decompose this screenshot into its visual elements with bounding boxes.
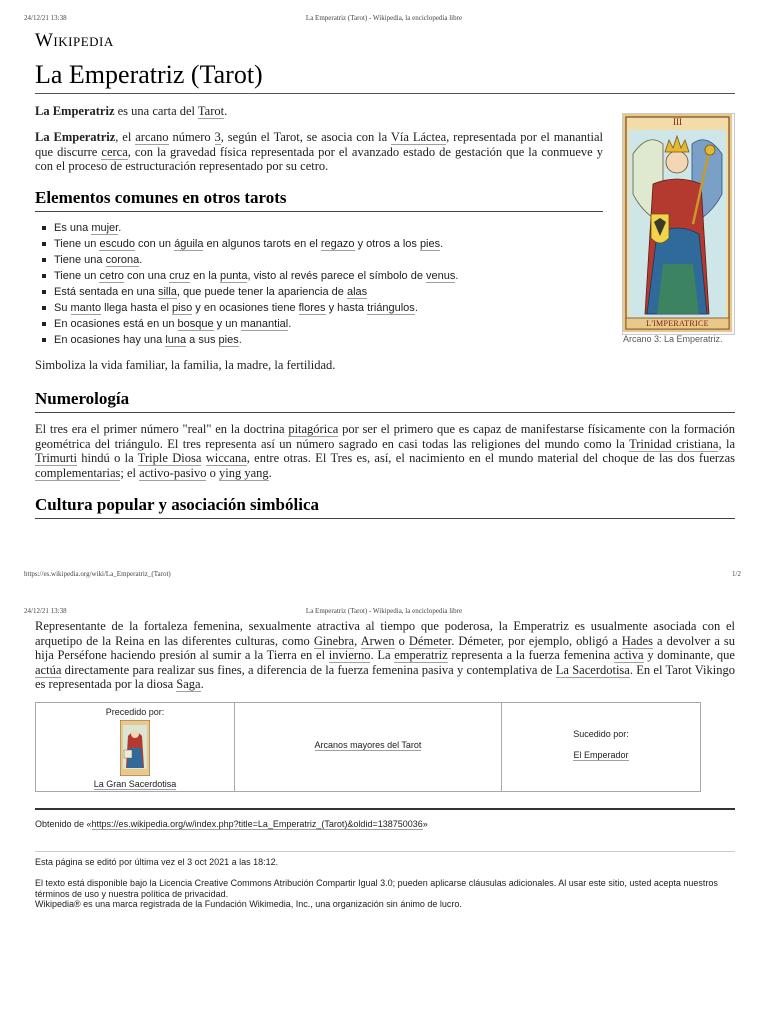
article-link[interactable]: emperatriz — [394, 648, 448, 662]
obtained-from — [35, 819, 428, 829]
section-heading-cultura: Cultura popular y asociación simbólica — [35, 495, 319, 514]
page-title: La Emperatriz (Tarot) — [35, 60, 263, 89]
article-link[interactable]: Vía Láctea — [390, 130, 447, 144]
symbolize-paragraph: Simboliza la vida familiar, la familia, la madre, la fertilidad. — [35, 358, 336, 372]
text-run: o — [394, 633, 409, 648]
text-run: a sus — [186, 334, 219, 346]
section-rule — [35, 412, 735, 413]
article-link[interactable]: 3 — [214, 130, 221, 144]
article-link[interactable]: triángulos — [367, 302, 415, 314]
article-link[interactable]: mujer — [91, 222, 119, 234]
article-link[interactable]: piso — [172, 302, 193, 314]
text-run: . — [224, 104, 228, 118]
article-link[interactable]: bosque — [177, 318, 214, 330]
wikipedia-wordmark[interactable] — [35, 30, 114, 52]
article-link[interactable]: actúa — [35, 662, 62, 677]
title-rule — [35, 93, 735, 94]
section-rule — [35, 211, 603, 212]
print-datetime: 24/12/21 13:38 — [24, 607, 67, 615]
article-link[interactable]: Hades — [621, 633, 653, 648]
license-text: El texto está disponible bajo la Licencia Creative Commons Atribución Compartir Igual 3.0; pueden aplicarse cláusulas adicionales. Al usar este sitio, usted acepta nuestros términos de uso y nuestra política de privacidad. — [35, 878, 718, 899]
text-run: , el — [115, 130, 136, 144]
priestess-card-thumbnail[interactable] — [120, 720, 150, 776]
article-link[interactable]: activa — [613, 648, 644, 662]
article-link[interactable]: luna — [165, 334, 187, 346]
text-run: y en ocasiones tiene — [192, 302, 299, 314]
text-run: En ocasiones está en un — [54, 318, 178, 330]
text-run: En ocasiones hay una — [54, 334, 166, 346]
article-link[interactable]: Arwen — [360, 633, 395, 648]
article-link[interactable]: wiccana — [205, 451, 247, 465]
print-page-title: La Emperatriz (Tarot) - Wikipedia, la enciclopedia libre — [305, 14, 463, 22]
article-link[interactable]: cruz — [169, 270, 190, 282]
text-run: con una — [123, 270, 170, 282]
text-run: Su — [54, 302, 71, 314]
list-item — [35, 268, 605, 284]
list-item — [35, 236, 605, 252]
text-run: y dominante, que — [643, 648, 735, 662]
article-link[interactable]: alas — [346, 286, 368, 298]
article-link[interactable]: pies — [218, 334, 239, 346]
article-link[interactable]: invierno — [328, 648, 371, 662]
article-link[interactable]: cetro — [99, 270, 124, 282]
article-link[interactable]: Ginebra — [313, 633, 355, 648]
text-run: o — [206, 465, 219, 480]
article-link[interactable]: Triple Diosa — [137, 451, 202, 465]
text-run: Es una — [54, 222, 92, 234]
text-run: y otros a los — [354, 238, 420, 250]
text-run: . — [455, 270, 459, 282]
text-run: Tiene una — [54, 254, 106, 266]
article-link[interactable]: flores — [298, 302, 326, 314]
elements-list — [35, 220, 605, 348]
intro-paragraph — [35, 104, 615, 119]
text-run: , con la gravedad física representada por el avanzado estado de gestación que la conmueve y con el proceso de estructuración representado por su cetro. — [35, 144, 603, 173]
list-item — [35, 332, 605, 348]
article-link[interactable]: manto — [70, 302, 102, 314]
article-link[interactable]: punta — [219, 270, 248, 282]
text-run: . — [238, 334, 242, 346]
print-page-number: 1/2 — [732, 570, 741, 578]
text-run: . — [268, 465, 272, 480]
article-link[interactable]: Démeter — [408, 633, 452, 648]
succeeded-cell — [502, 703, 700, 791]
list-item — [35, 252, 605, 268]
text-run: , según el Tarot, se asocia con la — [220, 130, 391, 144]
figure-caption: Arcano 3: La Emperatriz. — [623, 334, 723, 344]
article-link[interactable]: pies — [419, 238, 441, 250]
obtained-prefix: Obtenido de « — [35, 819, 92, 829]
article-link[interactable]: activo-pasivo — [139, 465, 207, 480]
section-heading-numerologia: Numerología — [35, 389, 130, 408]
article-link[interactable]: ying yang — [218, 465, 269, 480]
text-run: llega hasta el — [101, 302, 173, 314]
text-run: con un — [134, 238, 175, 250]
card-number: III — [673, 117, 682, 127]
text-run: . — [139, 254, 143, 266]
permanent-link[interactable]: https://es.wikipedia.org/w/index.php?title=La_Emperatriz_(Tarot)&oldid=138750036 — [91, 819, 423, 829]
text-run: , entre otras. El Tres es, así, el nacimiento en el mundo material del choque de las dos fuerzas — [246, 451, 736, 465]
empress-card-image — [623, 114, 732, 332]
last-edit-info: Esta página se editó por última vez el 3 oct 2021 a las 18:12. — [35, 857, 279, 867]
article-link[interactable]: venus — [426, 270, 456, 282]
section-heading-elementos: Elementos comunes en otros tarots — [35, 188, 287, 207]
description-paragraph — [35, 130, 603, 174]
bottom-rule — [35, 808, 735, 810]
text-run: hindú o la — [76, 451, 138, 465]
list-item — [35, 220, 605, 236]
numerology-paragraph — [35, 422, 735, 480]
article-link[interactable]: cerca — [101, 144, 128, 159]
text-run: . — [414, 302, 418, 314]
text-run: . Démeter, por ejemplo, obligó a — [451, 633, 622, 648]
print-footer-url: https://es.wikipedia.org/wiki/La_Emperatriz_(Tarot) — [24, 570, 171, 578]
article-link[interactable]: pitagórica — [288, 422, 339, 436]
text-run: , — [354, 633, 361, 648]
text-run: por ser el primero que es capaz de manifestarse físicamente con la formación geométrica del triángulo. El tres representa así un número sagrado en casi todas las religiones del mundo como la — [35, 422, 735, 451]
preceded-cell — [36, 703, 235, 791]
text-run: ; el — [120, 465, 140, 480]
article-link[interactable]: Trimurti — [35, 451, 77, 465]
article-link[interactable]: águila — [174, 238, 204, 250]
text-run: , que puede tener la apariencia de — [176, 286, 347, 298]
text-run: . La — [370, 648, 395, 662]
text-run: , representada por el manantial que discurre — [35, 130, 603, 159]
article-link[interactable]: complementarias — [35, 465, 121, 480]
text-run: representa a la fuerza femenina — [447, 648, 614, 662]
article-link[interactable]: corona — [105, 254, 140, 266]
culture-paragraph — [35, 619, 735, 692]
footer-rule — [35, 851, 735, 852]
article-link[interactable]: La Sacerdotisa — [555, 662, 630, 677]
text-run: y hasta — [325, 302, 368, 314]
section-rule — [35, 518, 735, 519]
list-item — [35, 300, 605, 316]
article-link[interactable]: Saga — [176, 677, 201, 691]
trademark-text: Wikipedia® es una marca registrada de la Fundación Wikimedia, Inc., una organización sin ánimo de lucro. — [35, 899, 462, 909]
center-cell — [235, 703, 502, 791]
text-run: . En el Tarot Vikingo es representada por la diosa — [35, 662, 735, 691]
article-link[interactable]: regazo — [320, 238, 355, 250]
text-run: y un — [213, 318, 241, 330]
article-link[interactable]: silla — [157, 286, 177, 298]
article-link[interactable]: arcano — [135, 130, 169, 144]
article-link[interactable]: Tarot — [197, 104, 225, 118]
text-run: . — [440, 238, 444, 250]
text-run: , la — [718, 436, 735, 451]
article-link[interactable]: Trinidad cristiana — [629, 436, 719, 451]
print-datetime: 24/12/21 13:38 — [24, 14, 67, 22]
text-run: a devolver a su hija Perséfone haciendo presión al sumir a la Tierra en el — [35, 633, 736, 662]
text-run: El tres era el primer número "real" en la doctrina — [35, 422, 289, 436]
text-run: . — [118, 222, 122, 234]
article-link[interactable]: manantial — [240, 318, 289, 330]
list-item — [35, 284, 605, 300]
wordmark-text: Wikipedia — [35, 30, 114, 51]
list-item — [35, 316, 605, 332]
text-run: , visto al revés parece el símbolo de — [247, 270, 427, 282]
text-run: en algunos tarots en el — [203, 238, 321, 250]
bold-text: La Emperatriz — [35, 130, 116, 144]
preceded-link[interactable]: La Gran Sacerdotisa — [93, 779, 177, 789]
text-run: . — [200, 677, 204, 691]
text-run: número — [168, 130, 215, 144]
succeeded-label: Sucedido por: — [573, 729, 629, 739]
article-link[interactable]: escudo — [99, 238, 135, 250]
succession-navbox — [35, 702, 701, 792]
card-figure[interactable] — [622, 113, 735, 335]
text-run: Representante de la fortaleza femenina, sexualmente atractiva al tiempo que poderosa, la Emperatriz es usualmente asociada con el arquetipo de la Reina en las diferentes culturas, como — [35, 619, 735, 648]
obtained-suffix: » — [422, 819, 428, 829]
text-run: en la — [189, 270, 220, 282]
text-run: directamente para realizar sus fines, a diferencia de la fuerza femenina pasiva y contemplativa de — [61, 662, 556, 677]
succeeded-link[interactable]: El Emperador — [573, 750, 629, 760]
text-run: es una carta del — [114, 104, 198, 118]
text-run: Tiene un — [54, 270, 100, 282]
print-page-title: La Emperatriz (Tarot) - Wikipedia, la enciclopedia libre — [305, 607, 463, 615]
arcanos-mayores-link[interactable]: Arcanos mayores del Tarot — [314, 740, 422, 750]
text-run: . — [288, 318, 292, 330]
bold-text: La Emperatriz — [35, 104, 115, 118]
text-run: Está sentada en una — [54, 286, 158, 298]
card-name: L'IMPERATRICE — [646, 319, 709, 328]
text-run: Tiene un — [54, 238, 100, 250]
preceded-label: Precedido por: — [105, 707, 165, 717]
